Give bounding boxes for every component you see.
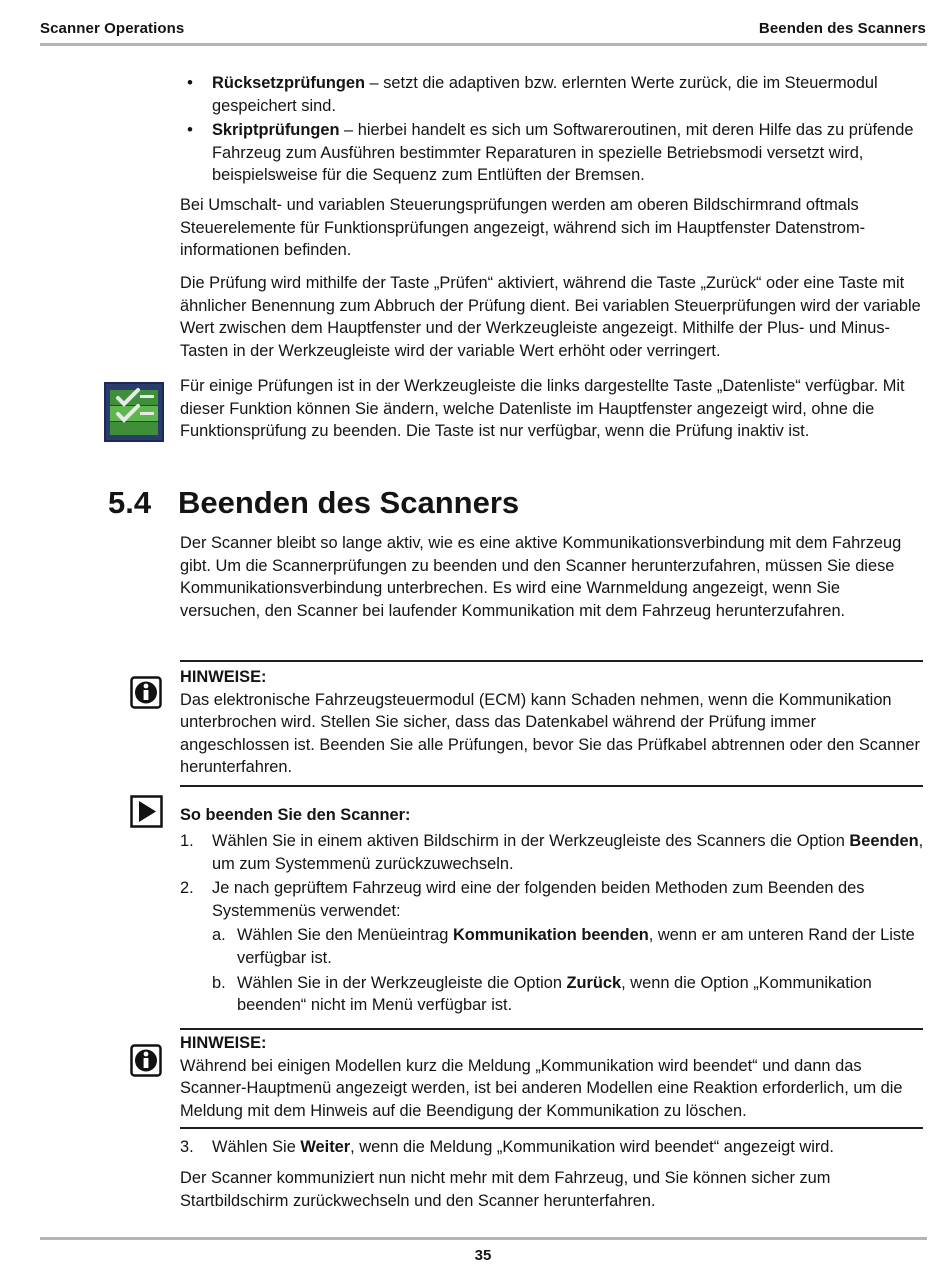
paragraph: Die Prüfung wird mithilfe der Taste „Prüfen“ aktiviert, während die Taste „Zurück“ oder eine Taste mit ähnlicher Benennung zum Abbruch der Prüfung dient. Bei variablen Steuerprüfungen wird der variable Wert zwischen dem Hauptfenster und der Werkzeugleiste angezeigt. Mithilfe der Plus- und Minus-Tasten in der Werkzeugleiste wird der variable Wert erhöht oder verringert. xyxy=(180,274,921,360)
step-text: , wenn die Meldung „Kommunikation wird beendet“ angezeigt wird. xyxy=(350,1138,834,1156)
step-text: , um zum Systemmenü zurückzuwechseln. xyxy=(212,832,924,873)
step-option: Weiter xyxy=(300,1138,351,1156)
step-item xyxy=(180,830,925,875)
bullet-text: – hierbei handelt es sich um Softwareroutinen, mit deren Hilfe das zu prüfende Fahrzeug zum Ausführen bestimmter Reparaturen in spezielle Betriebsmodi versetzt wird, beispielsweise für die Sequenz zum Entlüften der Bremsen. xyxy=(212,121,914,185)
paragraph: Für einige Prüfungen ist in der Werkzeugleiste die links dargestellte Taste „Datenliste“ verfügbar. Mit dieser Funktion können Sie ändern, welche Datenliste im Hauptfenster angezeigt wird, ohne die Funktionsprüfung zu beenden. Die Taste ist nur verfügbar, wenn die Prüfung inaktiv ist. xyxy=(180,377,905,441)
paragraph: Der Scanner kommuniziert nun nicht mehr mit dem Fahrzeug, und Sie können sicher zum Startbildschirm zurückwechseln und den Scanner herunterfahren. xyxy=(180,1169,831,1210)
step-number: 3. xyxy=(180,1138,194,1156)
step-text: Je nach geprüftem Fahrzeug wird eine der folgenden beiden Methoden zum Beenden des Systemmenüs verwendet: xyxy=(212,879,865,920)
list-item xyxy=(180,119,925,187)
procedure-steps xyxy=(180,830,925,1019)
step-text: Wählen Sie den Menüeintrag xyxy=(237,926,453,945)
step-text: Wählen Sie in einem aktiven Bildschirm in der Werkzeugleiste des Scanners die Option xyxy=(212,832,850,850)
footer-rule xyxy=(40,1237,927,1240)
procedure-arrow-icon xyxy=(130,795,163,828)
note-box xyxy=(180,1028,923,1129)
bullet-text: – setzt die adaptiven bzw. erlernten Werte zurück, die im Steuermodul gespeichert sind. xyxy=(212,74,878,115)
procedure-steps-continued xyxy=(180,1136,925,1161)
procedure-title: So beenden Sie den Scanner: xyxy=(180,806,411,824)
step-option: Kommunikation beenden xyxy=(452,926,649,945)
page-number: 35 xyxy=(474,1247,492,1264)
step-text: Wählen Sie in der Werkzeugleiste die Option xyxy=(237,973,567,992)
test-type-list xyxy=(180,72,925,189)
substep-letter: b. xyxy=(212,973,226,992)
step-number: 2. xyxy=(180,879,194,898)
header-chapter: Scanner Operations xyxy=(40,20,185,37)
note-text: Während bei einigen Modellen kurz die Meldung „Kommunikation wird beendet“ und dann das Scanner-Hauptmenü angezeigt werden, ist bei anderen Modellen eine Reaktion erforderlich, um die Meldung mit dem Hinweis auf die Beendigung der Kommunikation zu löschen. xyxy=(180,1056,903,1120)
paragraph: Der Scanner bleibt so lange aktiv, wie es eine aktive Kommunikationsverbindung mit dem Fahrzeug gibt. Um die Scannerprüfungen zu beenden und den Scanner herunterzufahren, müssen Sie diese Kommunikationsverbindung unterbrechen. Es wird eine Warnmeldung angezeigt, wenn Sie versuchen, den Scanner bei laufender Kommunikation mit dem Fahrzeug herunterzufahren. xyxy=(180,534,902,620)
step-text: , wenn die Option „Kommunikation beenden“ nicht im Menü verfügbar ist. xyxy=(237,973,872,1015)
paragraph: Bei Umschalt- und variablen Steuerungsprüfungen werden am oberen Bildschirmrand oftmals Steuerelemente für Funktionsprüfungen angezeigt, während sich im Hauptfenster Datenstrom-informationen befinden. xyxy=(180,196,866,260)
step-number: 1. xyxy=(180,832,194,850)
data-list-icon xyxy=(104,382,164,442)
step-text: Wählen Sie xyxy=(212,1138,301,1156)
step-option: Zurück xyxy=(566,973,622,992)
substep-item xyxy=(212,924,925,969)
substep-letter: a. xyxy=(212,926,226,945)
note-title: HINWEISE: xyxy=(180,1034,267,1052)
info-icon xyxy=(130,1044,162,1077)
header-rule xyxy=(40,43,927,46)
substeps xyxy=(212,924,925,1016)
page-header xyxy=(40,20,926,42)
step-item xyxy=(180,1136,925,1159)
list-item xyxy=(180,72,925,117)
section-number: 5.4 xyxy=(108,485,152,520)
bullet-term: Rücksetzprüfungen xyxy=(212,74,365,92)
note-text: Das elektronische Fahrzeugsteuermodul (ECM) kann Schaden nehmen, wenn die Kommunikation unterbrochen wird. Stellen Sie sicher, dass das Datenkabel während der Prüfung immer angeschlossen ist. Beenden Sie alle Prüfungen, bevor Sie das Prüfkabel abtrennen oder den Scanner herunterfahren. xyxy=(180,690,920,777)
header-section: Beenden des Scanners xyxy=(758,20,926,37)
step-item xyxy=(180,877,925,1017)
section-title: Beenden des Scanners xyxy=(178,485,520,520)
step-option: Beenden xyxy=(849,832,919,850)
note-box xyxy=(180,660,923,787)
note-title: HINWEISE: xyxy=(180,668,267,686)
bullet-term: Skriptprüfungen xyxy=(212,121,340,140)
info-icon xyxy=(130,676,162,709)
substep-item xyxy=(212,972,925,1017)
step-text: , wenn er am unteren Rand der Liste verfügbar ist. xyxy=(237,926,915,967)
